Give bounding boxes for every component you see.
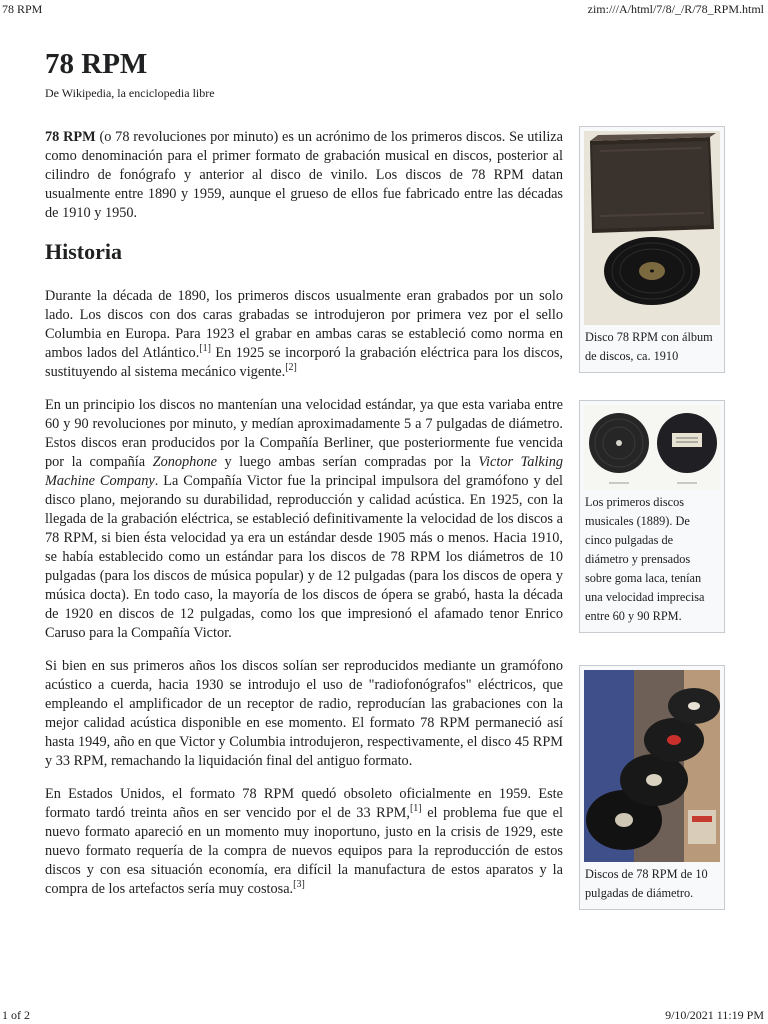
intro-text: (o 78 revoluciones por minuto) es un acrónimo de los primeros discos. Se utiliza como denominación para el primer formato de grabación musical en discos, posterior al cilindro de fonógrafo y anterior al disco de vinilo. Los discos de 78 RPM datan usualmente entre 1890 y 1959, aunque el grueso de ellos fue fabricado entre las décadas de 1910 y 1950. (45, 129, 563, 221)
figure-caption: Los primeros discos musicales (1889). De cinco pulgadas de diámetro y prensados sobre goma laca, tenían una velocidad imprecisa entre 60 y 90 RPM. (585, 495, 705, 623)
paragraph-text: En 1925 se incorporó la grabación eléctrica para los discos, sustituyendo al sistema mecánico vigente. (45, 345, 563, 380)
figure-caption: Discos de 78 RPM de 10 pulgadas de diámetro. (585, 867, 708, 900)
figure-caption: Disco 78 RPM con álbum de discos, ca. 1910 (585, 330, 713, 363)
page-title: 78 RPM (45, 48, 148, 80)
paragraph-text: En un principio los discos no mantenían una velocidad estándar, ya que esta variaba entre 60 y 90 revoluciones por minuto, y medían aproximadamente 5 a 7 pulgadas de diámetro. Estos discos eran producidos por la Compañía Berliner, que posteriormente fue vencida por la compañía (45, 397, 563, 470)
record-album-photo[interactable] (584, 131, 720, 325)
section-heading-historia: Historia (45, 239, 122, 264)
reference-link[interactable]: [3] (293, 879, 305, 891)
early-records-photo[interactable] (584, 405, 720, 490)
victor-company-link[interactable]: Victor Talking Machine Company (45, 454, 563, 489)
reference-link[interactable]: [2] (285, 362, 297, 374)
paragraph-text: En Estados Unidos, el formato 78 RPM quedó obsoleto oficialmente en 1959. Este formato tardó treinta años en ser vencido por el de 33 RPM, (45, 786, 563, 821)
print-header-title: 78 RPM (2, 2, 43, 16)
intro-bold-term: 78 RPM (45, 129, 96, 145)
paragraph-text: . La Compañía Victor fue la principal impulsora del gramófono y del disco plano, mejorando su durabilidad, reproducción y calidad acústica. En 1925, con la llegada de la grabación eléctrica, se estableció definitivamente la velocidad de los discos a 78 RPM, si bien ésta velocidad ya era un estándar desde 1905 más o menos. Hacia 1910, se había establecido como un estándar para los discos de 78 RPM los diámetros de 10 pulgadas (para los discos de música popular) y de 12 pulgadas (para los discos de opera y música docta). En todo caso, la mayoría de los discos de ópera se grabó, hasta la década de 1920 en discos de 12 pulgadas, como los que impresionó el afamado tenor Enrico Caruso para la Compañía Victor. (45, 473, 563, 641)
reference-link[interactable]: [1] (409, 803, 422, 815)
page-counter: 1 of 2 (2, 1008, 30, 1022)
print-header (0, 1, 768, 17)
figure-early-records[interactable] (579, 400, 725, 633)
print-header-url: zim:///A/html/7/8/_/R/78_RPM.html (587, 2, 764, 16)
article-body (45, 128, 725, 924)
record-stack-photo[interactable] (584, 670, 720, 862)
figure-record-stack[interactable] (579, 665, 725, 910)
paragraph-text: el problema fue que el nuevo formato apareció en un momento muy inoportuno, justo en la crisis de 1929, este nuevo formato requería de la compra de nuevos equipos para la reproducción de estos discos y con esa situación economía, era difícil la manufactura de estos aparatos y la compra de los artefactos sería muy costosa. (45, 805, 563, 897)
paragraph-text: y luego ambas serían compradas por la (216, 454, 479, 470)
page-subtitle: De Wikipedia, la enciclopedia libre (45, 86, 215, 100)
print-footer (0, 1007, 768, 1023)
print-timestamp: 9/10/2021 11:19 PM (665, 1008, 764, 1022)
reference-link[interactable]: [1] (199, 343, 211, 355)
zonophone-link[interactable]: Zonophone (152, 454, 217, 470)
history-paragraph-3: Si bien en sus primeros años los discos solían ser reproducidos mediante un gramófono acústico a cuerda, hacia 1930 se introdujo el uso de "radiofonógrafos" eléctricos, que empleando el amplificador de un receptor de radio, reproducían las grabaciones con la mejor calidad acústica disponible en ese momento. El formato 78 RPM permaneció así hasta 1949, año en que Victor y Columbia introdujeron, respectivamente, el disco 45 RPM y 33 RPM, remachando la liquidación final del antiguo formato. (45, 658, 563, 769)
figure-record-album[interactable] (579, 126, 725, 373)
paragraph-text: Durante la década de 1890, los primeros discos usualmente eran grabados por un solo lado. Los discos con dos caras grabadas se introdujeron por primera vez por el sello Columbia en Europa. Para 1923 el grabar en ambas caras se estableció como norma en ambos lados del Atlántico. (45, 288, 563, 361)
